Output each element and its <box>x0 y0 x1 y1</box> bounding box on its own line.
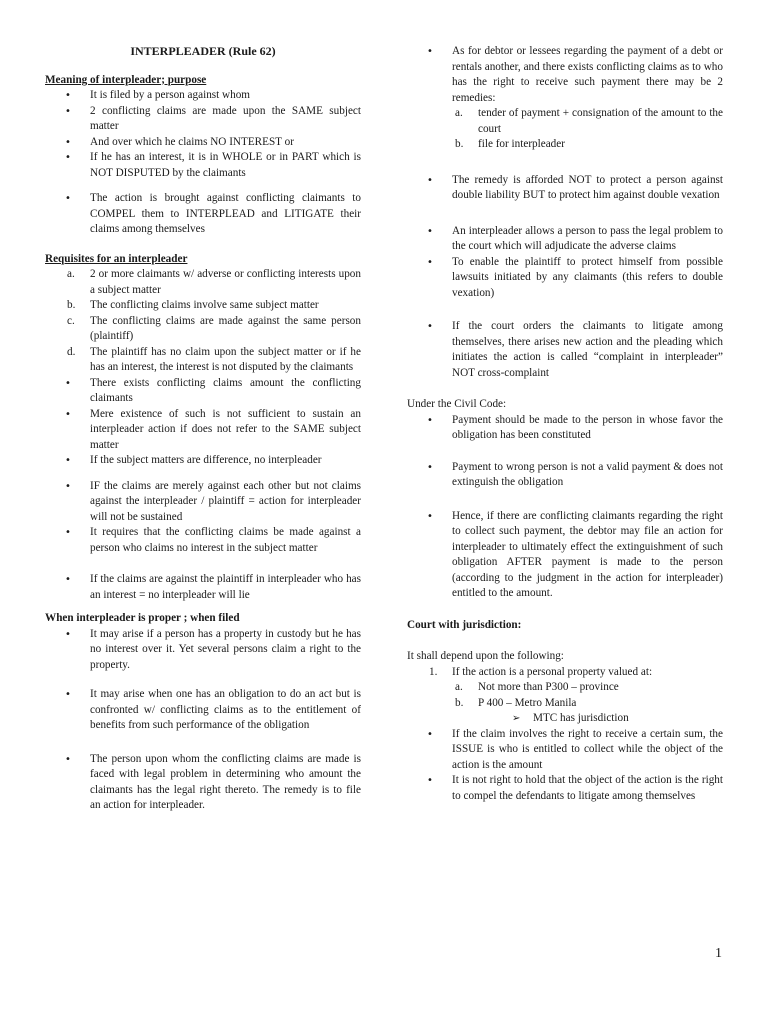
list-marker: a. <box>455 107 463 119</box>
list-item: • 2 conflicting claims are made upon the SAME subject matter <box>45 104 361 135</box>
requisites-list <box>45 376 361 604</box>
list-item-text: The conflicting claims are made against the same person (plaintiff) <box>90 314 361 342</box>
meaning-list <box>45 88 361 238</box>
jurisdiction-heading: Court with jurisdiction: <box>407 618 522 631</box>
list-item: • The remedy is afforded NOT to protect a person against double liability BUT to protect him against double vexation <box>407 173 723 204</box>
list-item: • And over which he claims NO INTEREST or <box>45 135 361 151</box>
value-sub-list <box>452 680 723 727</box>
list-item <box>452 106 723 137</box>
meaning-heading: Meaning of interpleader; purpose <box>45 73 207 86</box>
list-item-text: 2 or more claimants w/ adverse or conflicting interests upon a subject matter <box>90 268 361 296</box>
list-item <box>452 137 723 153</box>
list-item: • If he has an interest, it is in WHOLE or in PART which is NOT DISPUTED by the claimants <box>45 150 361 181</box>
list-item-text: As for debtor or lessees regarding the payment of a debt or rentals another, and there exists conflicting claims as to who has the right to receive such payment there may be 2 remedies: <box>452 45 723 104</box>
document-title: INTERPLEADER (Rule 62) <box>130 44 276 58</box>
list-item: • IF the claims are merely against each other but not claims against the interpleader / plaintiff = action for interpleader will not be sustained <box>45 479 361 526</box>
list-item: • If the claims are against the plaintiff in interpleader who has an interest = no interpleader will lie <box>45 572 361 603</box>
list-item: • It is filed by a person against whom <box>45 88 361 104</box>
list-item <box>45 314 361 345</box>
list-marker: b. <box>455 696 464 709</box>
list-item-text: If the action is a personal property valued at: <box>452 665 653 678</box>
page-number: 1 <box>715 946 722 961</box>
list-item: • To enable the plaintiff to protect himself from possible lawsuits initiated by any claimants (this refers to double vexation) <box>407 255 723 302</box>
list-item <box>407 44 723 153</box>
list-item: • The action is brought against conflicting claimants to COMPEL them to INTERPLEAD and LITIGATE their claims among themselves <box>45 191 361 238</box>
list-item: • An interpleader allows a person to pass the legal problem to the court which will adjudicate the adverse claims <box>407 224 723 255</box>
list-item: • It may arise when one has an obligation to do an act but is confronted w/ conflicting claims as to the entitlement of benefits from such performance of the obligation <box>45 687 361 734</box>
right-top-list <box>407 44 723 381</box>
list-item: • It may arise if a person has a property in custody but he has no interest over it. Yet several persons claim a right to the property. <box>45 627 361 674</box>
list-item: • It is not right to hold that the object of the action is the right to compel the defendants to litigate among themselves <box>407 773 723 804</box>
list-item: • It requires that the conflicting claims be made against a person who claims no interest in the subject matter <box>45 525 361 556</box>
list-item-text: tender of payment + consignation of the amount to the court <box>478 107 723 135</box>
list-marker: c. <box>67 314 75 327</box>
list-marker: a. <box>67 268 75 280</box>
list-item: • There exists conflicting claims amount the conflicting claimants <box>45 376 361 407</box>
left-column <box>45 44 361 814</box>
list-item <box>509 711 723 727</box>
list-item <box>407 665 723 727</box>
jurisdiction-numbered-list <box>407 665 723 727</box>
arrow-sub-list <box>478 711 723 727</box>
when-list <box>45 627 361 814</box>
list-item <box>452 680 723 696</box>
list-marker: d. <box>67 345 76 358</box>
list-marker: 1. <box>429 665 438 678</box>
arrow-bullet-icon: ➢ <box>512 713 521 724</box>
remedies-list <box>452 106 723 153</box>
list-item: • Mere existence of such is not sufficient to sustain an interpleader action if does not refer to the SAME subject matter <box>45 407 361 454</box>
list-item: • Payment to wrong person is not a valid payment & does not extinguish the obligation <box>407 460 723 491</box>
list-item <box>452 696 723 727</box>
when-heading: When interpleader is proper ; when filed <box>45 612 240 624</box>
list-item-text: file for interpleader <box>478 138 565 150</box>
requisites-heading: Requisites for an interpleader <box>45 252 188 265</box>
list-item: • If the claim involves the right to receive a certain sum, the ISSUE is who is entitled to collect while the object of the action is the amount <box>407 727 723 774</box>
list-item-text: MTC has jurisdiction <box>533 712 629 724</box>
list-item: • Payment should be made to the person in whose favor the obligation has been constituted <box>407 413 723 444</box>
list-item <box>45 345 361 376</box>
list-item <box>45 298 361 314</box>
requisites-lettered-list <box>45 267 361 376</box>
list-item-text: P 400 – Metro Manila <box>478 696 577 709</box>
list-marker: b. <box>67 299 76 311</box>
list-item: • Hence, if there are conflicting claimants regarding the right to collect such payment, the debtor may file an action for interpleader to ultimately effect the extinguishment of such obligation AFTER payment is made to the person (according to the judgment in the action for interpleader) entitled to the amount. <box>407 509 723 602</box>
list-item <box>45 267 361 298</box>
list-item-text: Not more than P300 – province <box>478 681 619 693</box>
civil-code-intro: Under the Civil Code: <box>407 398 507 410</box>
list-item-text: The conflicting claims involve same subject matter <box>90 299 319 311</box>
list-marker: a. <box>455 681 463 693</box>
list-item: • If the court orders the claimants to litigate among themselves, there arises new action and the pleading which initiates the action is called “complaint in interpleader” NOT cross-complaint <box>407 319 723 381</box>
right-column <box>407 44 723 804</box>
list-item-text: The plaintiff has no claim upon the subject matter or if he has an interest, the interest is not disputed by the claimants <box>90 345 361 373</box>
civil-code-list <box>407 413 723 602</box>
list-item: • If the subject matters are difference, no interpleader <box>45 453 361 469</box>
jurisdiction-list <box>407 727 723 805</box>
list-item: • The person upon whom the conflicting claims are made is faced with legal problem in determining who amount the claimants has the legal right thereto. The remedy is to file an action for interpleader. <box>45 752 361 814</box>
jurisdiction-intro: It shall depend upon the following: <box>407 650 564 662</box>
list-marker: b. <box>455 138 464 150</box>
